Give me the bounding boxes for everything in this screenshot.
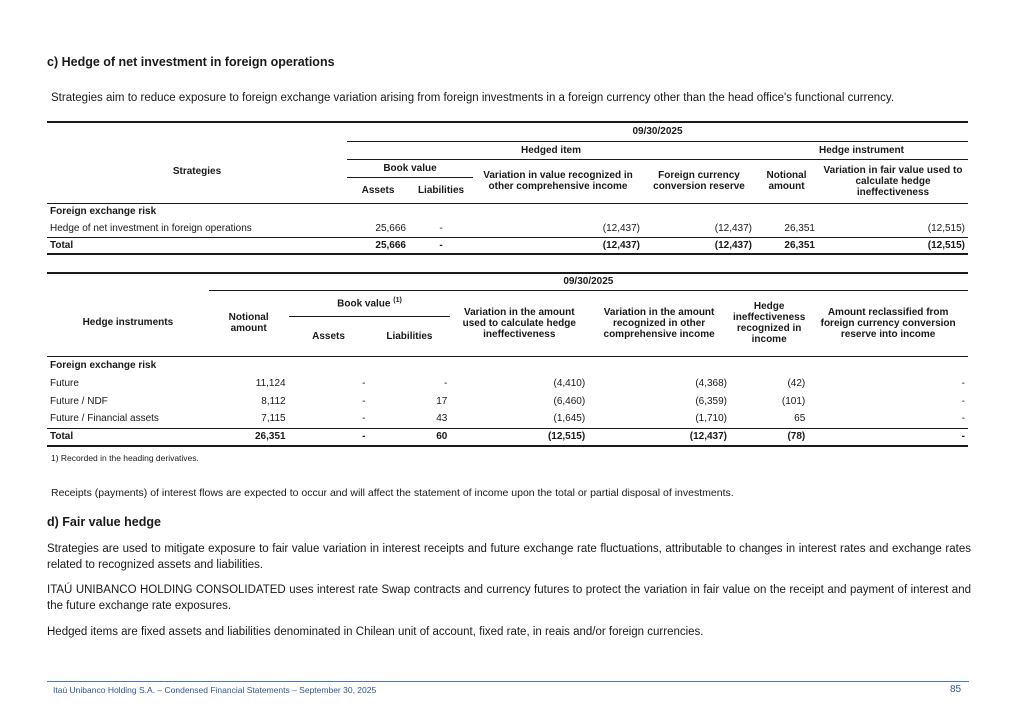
page-number: 85 xyxy=(950,684,962,695)
table1-assets-header: Assets xyxy=(361,184,395,196)
table2-assets-header: Assets xyxy=(312,330,345,342)
section-c-intro: Strategies aim to reduce exposure to foreign exchange variation arising from foreign investments in a foreign currency other than the head office's functional currency. xyxy=(51,92,895,104)
table1-group-label: Foreign exchange risk xyxy=(50,206,157,218)
section-c-heading: c) Hedge of net investment in foreign operations xyxy=(47,55,335,69)
receipts-note: Receipts (payments) of interest flows are expected to occur and will affect the statement of income upon the total or partial disposal of investments. xyxy=(51,487,734,499)
table-row: Future / NDF 8,112 - 17 (6,460) (6,359) (101) - xyxy=(50,395,965,407)
section-d-paragraph-1: Strategies are used to mitigate exposure to fair value variation in interest receipts and future exchange rate fluctuations, attributable to changes in interest rates and exchange rates related to recognized assets and liabilities. xyxy=(47,543,971,571)
table2-ineff-income-header: Hedge ineffectiveness recognized in income xyxy=(733,301,806,345)
table1-fx-reserve-header: Foreign currency conversion reserve xyxy=(653,170,745,192)
table-row: Future / Financial assets 7,115 - 43 (1,645) (1,710) 65 - xyxy=(50,413,965,425)
table1-notional-header: Notional amount xyxy=(766,170,807,192)
table2-reclassified-header: Amount reclassified from foreign currency conversion reserve into income xyxy=(820,306,956,340)
hedge-strategies-table xyxy=(47,121,968,255)
table1-date: 09/30/2025 xyxy=(347,122,968,141)
table1-strategies-header: Strategies xyxy=(172,166,222,178)
table1-variation-oci-header: Variation in value recognized in other comprehensive income xyxy=(483,170,633,192)
table2-date: 09/30/2025 xyxy=(209,273,968,290)
table2-group-label: Foreign exchange risk xyxy=(50,359,157,371)
table2-liabilities-header: Liabilities xyxy=(386,330,433,342)
table1-hedged-item-header: Hedged item xyxy=(347,141,755,159)
table1-book-value-header: Book value xyxy=(347,159,473,177)
footnote: 1) Recorded in the heading derivatives. xyxy=(51,453,199,463)
footnote-marker: (1) xyxy=(393,296,402,304)
table2-var-oci-header: Variation in the amount recognized in other comprehensive income xyxy=(603,306,715,340)
table2-notional-header: Notional amount xyxy=(228,312,269,334)
section-d-paragraph-2: ITAÚ UNIBANCO HOLDING CONSOLIDATED uses interest rate Swap contracts and currency futures to protect the variation in fair value on the receipt and payment of interest and the future exchange rate exposures. xyxy=(47,584,971,612)
footer-rule xyxy=(47,681,969,682)
table-row: Future 11,124 - - (4,410) (4,368) (42) - xyxy=(50,377,965,389)
section-d-heading: d) Fair value hedge xyxy=(47,515,161,529)
table2-book-value-header: Book value $^{(1)}$ xyxy=(289,290,451,316)
footer-text: Itaú Unibanco Holding S.A. – Condensed Financial Statements – September 30, 2025 xyxy=(53,685,377,695)
table1-liabilities-header: Liabilities xyxy=(417,184,465,196)
table2-var-ineff-header: Variation in the amount used to calculate hedge ineffectiveness xyxy=(462,306,576,340)
section-d-paragraph-3: Hedged items are fixed assets and liabilities denominated in Chilean unit of account, fixed rate, in reais and/or foreign currencies. xyxy=(47,626,704,638)
table-row: Hedge of net investment in foreign operations 25,666 - (12,437) (12,437) 26,351 (12,515) xyxy=(50,222,965,234)
hedge-instruments-table xyxy=(47,272,968,447)
table1-total-row: Total 25,666 - (12,437) (12,437) 26,351 (12,515) xyxy=(47,237,968,254)
table2-total-row: Total 26,351 - 60 (12,515) (12,437) (78) - xyxy=(47,428,968,446)
table2-hedge-instruments-header: Hedge instruments xyxy=(82,317,174,329)
table1-fair-value-header: Variation in fair value used to calculate hedge ineffectiveness xyxy=(823,164,963,198)
table1-hedge-instrument-header: Hedge instrument xyxy=(755,141,968,159)
